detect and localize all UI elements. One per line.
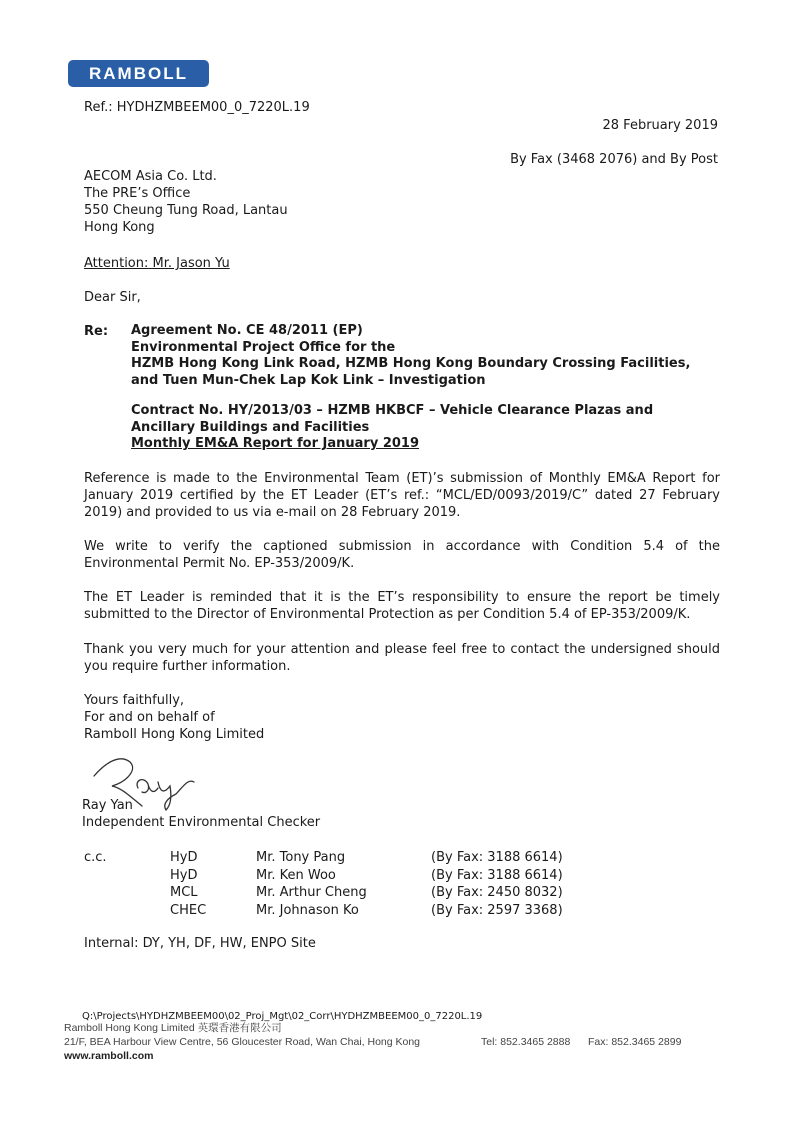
- paragraph-reference: Reference is made to the Environmental Team (ET)’s submission of Monthly EM&A Report for January 2019 certified by the ET Leader (ET’s ref.: “MCL/ED/0093/2019/C” dated 27 February 2019) and provided to us via e-mail on 28 February 2019.: [84, 471, 720, 520]
- cc-person: Mr. Tony Pang: [256, 850, 346, 865]
- signatory-name: Ray Yan: [82, 798, 133, 813]
- footer-website[interactable]: www.ramboll.com: [64, 1050, 154, 1062]
- closing-line: Ramboll Hong Kong Limited: [84, 727, 265, 742]
- cc-person: Mr. Arthur Cheng: [256, 885, 367, 900]
- attention-line: Attention: Mr. Jason Yu: [84, 256, 230, 271]
- cc-org: MCL: [170, 885, 198, 900]
- cc-fax: (By Fax: 3188 6614): [431, 850, 563, 865]
- signatory-title: Independent Environmental Checker: [82, 815, 321, 830]
- file-path: Q:\Projects\HYDHZMBEEM00\02_Proj_Mgt\02_Corr\HYDHZMBEEM00_0_7220L.19: [82, 1011, 483, 1022]
- addressee-line: Hong Kong: [84, 220, 155, 235]
- reference-number: Ref.: HYDHZMBEEM00_0_7220L.19: [84, 100, 310, 115]
- cc-org: CHEC: [170, 902, 207, 918]
- cc-label: c.c.: [84, 850, 107, 865]
- addressee-line: AECOM Asia Co. Ltd.: [84, 169, 217, 184]
- contract-line: Ancillary Buildings and Facilities: [131, 419, 370, 435]
- cc-person: Mr. Ken Woo: [256, 867, 336, 883]
- footer-address: 21/F, BEA Harbour View Centre, 56 Gloucester Road, Wan Chai, Hong Kong: [64, 1036, 421, 1048]
- subject-line: and Tuen Mun-Chek Lap Kok Link – Investigation: [131, 372, 486, 388]
- salutation: Dear Sir,: [84, 290, 141, 305]
- letter-date: 28 February 2019: [602, 118, 718, 133]
- closing-line: For and on behalf of: [84, 710, 215, 725]
- subject-label: Re:: [84, 324, 109, 339]
- footer-fax: Fax: 852.3465 2899: [588, 1036, 682, 1048]
- cc-org: HyD: [170, 867, 198, 883]
- subject-line: Environmental Project Office for the: [131, 339, 396, 355]
- company-logo: RAMBOLL: [68, 60, 209, 87]
- paragraph-verification: We write to verify the captioned submission in accordance with Condition 5.4 of the Environmental Permit No. EP-353/2009/K.: [84, 539, 720, 571]
- subject-line: HZMB Hong Kong Link Road, HZMB Hong Kong Boundary Crossing Facilities,: [131, 356, 691, 372]
- addressee-line: 550 Cheung Tung Road, Lantau: [84, 203, 288, 218]
- addressee-block: [84, 168, 288, 236]
- addressee-line: The PRE’s Office: [84, 186, 191, 201]
- internal-distribution: Internal: DY, YH, DF, HW, ENPO Site: [84, 936, 316, 951]
- cc-fax: (By Fax: 3188 6614): [431, 867, 563, 883]
- contract-line: Contract No. HY/2013/03 – HZMB HKBCF – Vehicle Clearance Plazas and: [131, 403, 654, 418]
- paragraph-thanks: Thank you very much for your attention and please feel free to contact the undersigned should you require further information.: [84, 642, 720, 674]
- subject-block: [131, 323, 720, 389]
- subject-line: Agreement No. CE 48/2011 (EP): [131, 323, 363, 338]
- cc-person: Mr. Johnason Ko: [256, 902, 359, 918]
- cc-org-column: [170, 849, 206, 919]
- footer-tel: Tel: 852.3465 2888: [481, 1036, 571, 1048]
- cc-fax-column: [431, 849, 563, 919]
- delivery-method: By Fax (3468 2076) and By Post: [510, 152, 718, 167]
- closing-block: [84, 692, 264, 743]
- paragraph-reminder: The ET Leader is reminded that it is the ET’s responsibility to ensure the report be timely submitted to the Director of Environmental Protection as per Condition 5.4 of EP-353/2009/K.: [84, 590, 720, 622]
- contract-block: [131, 403, 720, 453]
- cc-fax: (By Fax: 2450 8032): [431, 885, 563, 900]
- footer-company: Ramboll Hong Kong Limited 英環香港有限公司: [64, 1022, 282, 1034]
- cc-org: HyD: [170, 850, 198, 865]
- cc-fax: (By Fax: 2597 3368): [431, 902, 563, 918]
- report-title: Monthly EM&A Report for January 2019: [131, 436, 420, 452]
- cc-person-column: [256, 849, 367, 919]
- closing-line: Yours faithfully,: [84, 693, 185, 708]
